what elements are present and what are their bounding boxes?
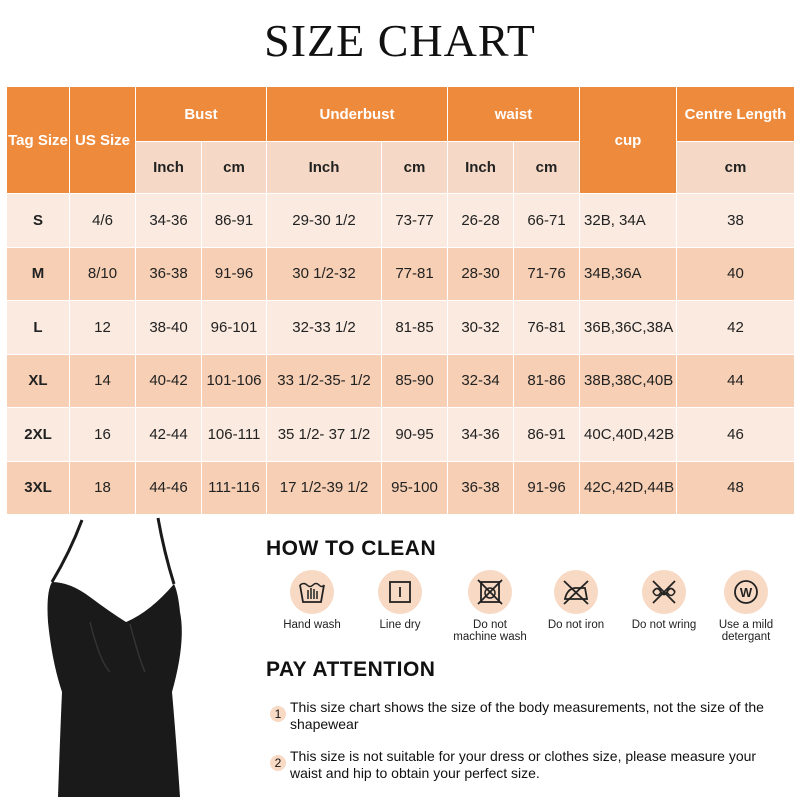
- cell-us-size: 12: [70, 301, 136, 355]
- cell-tag-size: XL: [7, 354, 70, 408]
- care-item-no-machine-wash: [450, 570, 530, 643]
- page-title: SIZE CHART: [264, 15, 536, 66]
- cell-underbust-cm: 73-77: [382, 194, 448, 248]
- svg-text:W: W: [739, 585, 753, 600]
- cell-centre-length-cm: 40: [677, 247, 795, 301]
- cell-tag-size: L: [7, 301, 70, 355]
- cell-tag-size: 2XL: [7, 408, 70, 462]
- note-text: This size is not suitable for your dress or clothes size, please measure your waist and hip to obtain your perfect size.: [290, 748, 757, 781]
- pay-attention-title: PAY ATTENTION: [266, 658, 436, 681]
- cell-bust-cm: 96-101: [202, 301, 267, 355]
- camisole-body: [48, 582, 182, 797]
- cell-waist-inch: 26-28: [448, 194, 514, 248]
- cell-underbust-cm: 95-100: [382, 461, 448, 515]
- cell-cup: 36B,36C,38A: [580, 301, 677, 355]
- cell-waist-inch: 28-30: [448, 247, 514, 301]
- subheader-underbust-cm: cm: [382, 142, 448, 194]
- cell-bust-inch: 38-40: [136, 301, 202, 355]
- cell-waist-inch: 36-38: [448, 461, 514, 515]
- care-item-mild-detergent: [706, 570, 786, 643]
- camisole-garment-image: [30, 512, 210, 802]
- table-row: [7, 354, 795, 408]
- cell-waist-inch: 34-36: [448, 408, 514, 462]
- care-item-line-dry: [360, 570, 440, 631]
- cell-us-size: 4/6: [70, 194, 136, 248]
- note-text: This size chart shows the size of the body measurements, not the size of the shapewear: [290, 699, 764, 732]
- table-row: [7, 461, 795, 515]
- header-centre-length: Centre Length: [677, 87, 795, 142]
- care-label: Hand wash: [283, 619, 341, 631]
- cell-underbust-inch: 32-33 1/2: [267, 301, 382, 355]
- cell-cup: 34B,36A: [580, 247, 677, 301]
- cell-centre-length-cm: 38: [677, 194, 795, 248]
- subheader-underbust-inch: Inch: [267, 142, 382, 194]
- table-row: [7, 408, 795, 462]
- table-row: [7, 194, 795, 248]
- right-strap: [158, 518, 174, 584]
- cell-bust-cm: 91-96: [202, 247, 267, 301]
- table-row: [7, 247, 795, 301]
- how-to-clean-title: HOW TO CLEAN: [266, 537, 437, 560]
- cell-cup: 38B,38C,40B: [580, 354, 677, 408]
- hand-wash-icon: [290, 570, 334, 614]
- cell-bust-cm: 111-116: [202, 461, 267, 515]
- header-us-size: US Size: [70, 87, 136, 194]
- cell-centre-length-cm: 44: [677, 354, 795, 408]
- cell-us-size: 8/10: [70, 247, 136, 301]
- no-wring-icon: [642, 570, 686, 614]
- table-row: [7, 301, 795, 355]
- note-item-1: [270, 699, 780, 733]
- line-dry-icon: [378, 570, 422, 614]
- care-item-no-iron: [536, 570, 616, 631]
- cell-bust-inch: 34-36: [136, 194, 202, 248]
- cell-waist-cm: 86-91: [514, 408, 580, 462]
- note-item-2: [270, 748, 780, 782]
- cell-us-size: 14: [70, 354, 136, 408]
- cell-waist-inch: 32-34: [448, 354, 514, 408]
- cell-bust-cm: 106-111: [202, 408, 267, 462]
- cell-bust-inch: 42-44: [136, 408, 202, 462]
- cell-waist-cm: 76-81: [514, 301, 580, 355]
- cell-cup: 42C,42D,44B: [580, 461, 677, 515]
- note-number-badge: 1: [270, 706, 286, 722]
- cell-bust-inch: 40-42: [136, 354, 202, 408]
- cell-bust-inch: 36-38: [136, 247, 202, 301]
- header-bust: Bust: [136, 87, 267, 142]
- cell-underbust-cm: 90-95: [382, 408, 448, 462]
- cell-underbust-inch: 17 1/2-39 1/2: [267, 461, 382, 515]
- cell-underbust-inch: 30 1/2-32: [267, 247, 382, 301]
- header-tag-size: Tag Size: [7, 87, 70, 194]
- cell-centre-length-cm: 42: [677, 301, 795, 355]
- cell-underbust-cm: 81-85: [382, 301, 448, 355]
- care-item-no-wring: [624, 570, 704, 631]
- care-label: Do not iron: [547, 619, 605, 631]
- cell-tag-size: 3XL: [7, 461, 70, 515]
- cell-bust-cm: 86-91: [202, 194, 267, 248]
- cell-waist-cm: 66-71: [514, 194, 580, 248]
- cell-us-size: 18: [70, 461, 136, 515]
- cell-underbust-cm: 85-90: [382, 354, 448, 408]
- subheader-waist-inch: Inch: [448, 142, 514, 194]
- mild-detergent-icon: [724, 570, 768, 614]
- cell-tag-size: M: [7, 247, 70, 301]
- care-label: Do not wring: [631, 619, 697, 631]
- no-machine-wash-icon: [468, 570, 512, 614]
- left-strap: [52, 520, 82, 582]
- cell-underbust-cm: 77-81: [382, 247, 448, 301]
- header-cup: cup: [580, 87, 677, 194]
- cell-waist-cm: 91-96: [514, 461, 580, 515]
- size-chart-table: [6, 86, 795, 515]
- cell-waist-cm: 71-76: [514, 247, 580, 301]
- cell-us-size: 16: [70, 408, 136, 462]
- cell-underbust-inch: 29-30 1/2: [267, 194, 382, 248]
- cell-centre-length-cm: 48: [677, 461, 795, 515]
- cell-cup: 32B, 34A: [580, 194, 677, 248]
- subheader-bust-inch: Inch: [136, 142, 202, 194]
- subheader-bust-cm: cm: [202, 142, 267, 194]
- note-number-badge: 2: [270, 755, 286, 771]
- care-label: Line dry: [379, 619, 421, 631]
- header-underbust: Underbust: [267, 87, 448, 142]
- cell-tag-size: S: [7, 194, 70, 248]
- cell-underbust-inch: 35 1/2- 37 1/2: [267, 408, 382, 462]
- cell-cup: 40C,40D,42B: [580, 408, 677, 462]
- cell-bust-inch: 44-46: [136, 461, 202, 515]
- cell-centre-length-cm: 46: [677, 408, 795, 462]
- no-iron-icon: [554, 570, 598, 614]
- header-waist: waist: [448, 87, 580, 142]
- care-label: Use a mild detergant: [718, 619, 774, 643]
- care-item-hand-wash: [272, 570, 352, 631]
- cell-waist-cm: 81-86: [514, 354, 580, 408]
- cell-bust-cm: 101-106: [202, 354, 267, 408]
- cell-underbust-inch: 33 1/2-35- 1/2: [267, 354, 382, 408]
- cell-waist-inch: 30-32: [448, 301, 514, 355]
- subheader-waist-cm: cm: [514, 142, 580, 194]
- care-label: Do not machine wash: [453, 619, 527, 643]
- subheader-centre-length-cm: cm: [677, 142, 795, 194]
